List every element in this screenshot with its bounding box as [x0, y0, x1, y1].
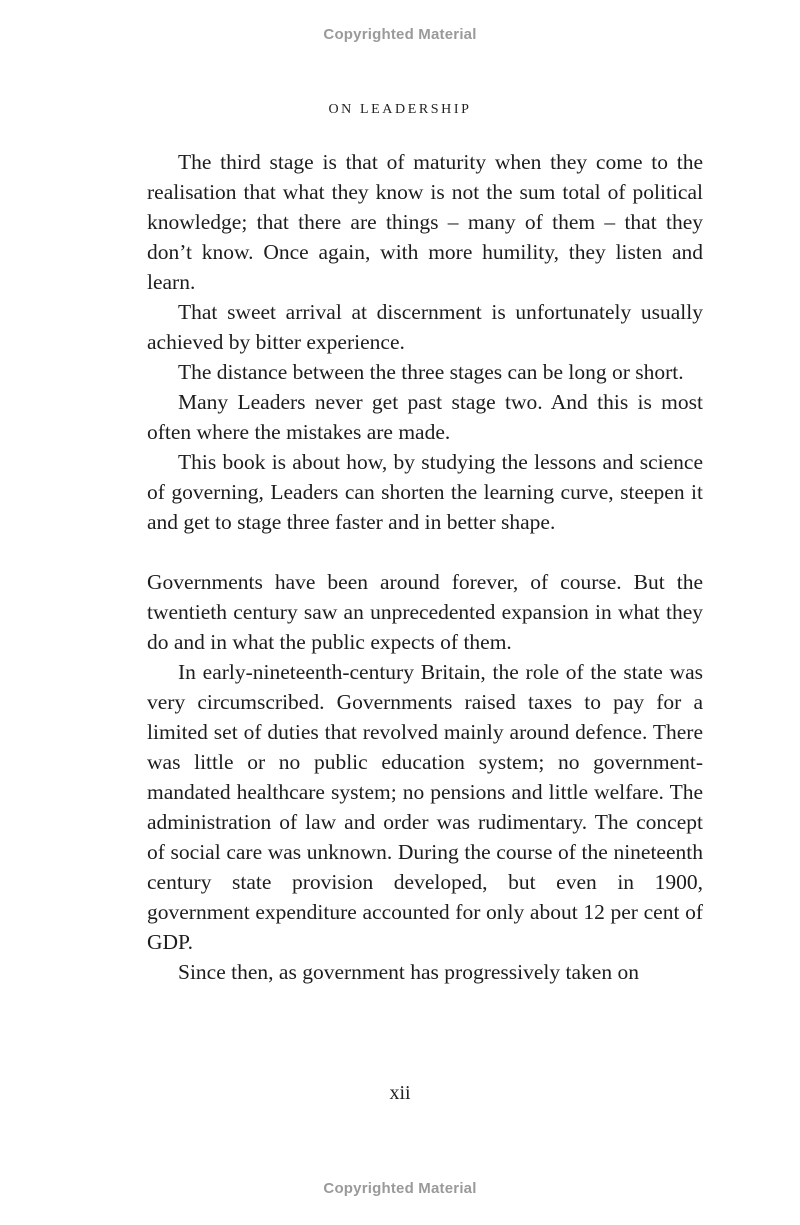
paragraph: Governments have been around forever, of course. But the twentieth century saw an unprecedented expansion in what they do and in what the public expects of them.: [147, 570, 703, 654]
page-number: xii: [389, 1082, 411, 1104]
paragraph: This book is about how, by studying the lessons and science of governing, Leaders can shorten the learning curve, steepen it and get to stage three faster and in better shape.: [147, 450, 703, 534]
paragraph: Many Leaders never get past stage two. And this is most often where the mistakes are made.: [147, 390, 703, 444]
running-head: ON LEADERSHIP: [328, 102, 472, 117]
paragraph: The third stage is that of maturity when they come to the realisation that what they know is not the sum total of political knowledge; that there are things – many of them – that they don’t know. Once again, with more humility, they listen and learn.: [147, 150, 703, 294]
body-text: [147, 147, 703, 987]
paragraph: Since then, as government has progressively taken on: [178, 960, 639, 984]
paragraph: That sweet arrival at discernment is unfortunately usually achieved by bitter experience.: [147, 300, 703, 354]
copyright-watermark-bottom: Copyrighted Material: [323, 1180, 477, 1197]
paragraph: The distance between the three stages can be long or short.: [178, 360, 684, 384]
copyright-watermark-top: Copyrighted Material: [323, 26, 477, 43]
section-break: [147, 537, 703, 567]
paragraph: In early-nineteenth-century Britain, the role of the state was very circumscribed. Governments raised taxes to pay for a limited set of duties that revolved mainly around defence. There was little or no public education system; no government-mandated healthcare system; no pensions and little welfare. The administration of law and order was rudimentary. The concept of social care was unknown. During the course of the nineteenth century state provision developed, but even in 1900, government expenditure accounted for only about 12 per cent of GDP.: [147, 660, 703, 954]
